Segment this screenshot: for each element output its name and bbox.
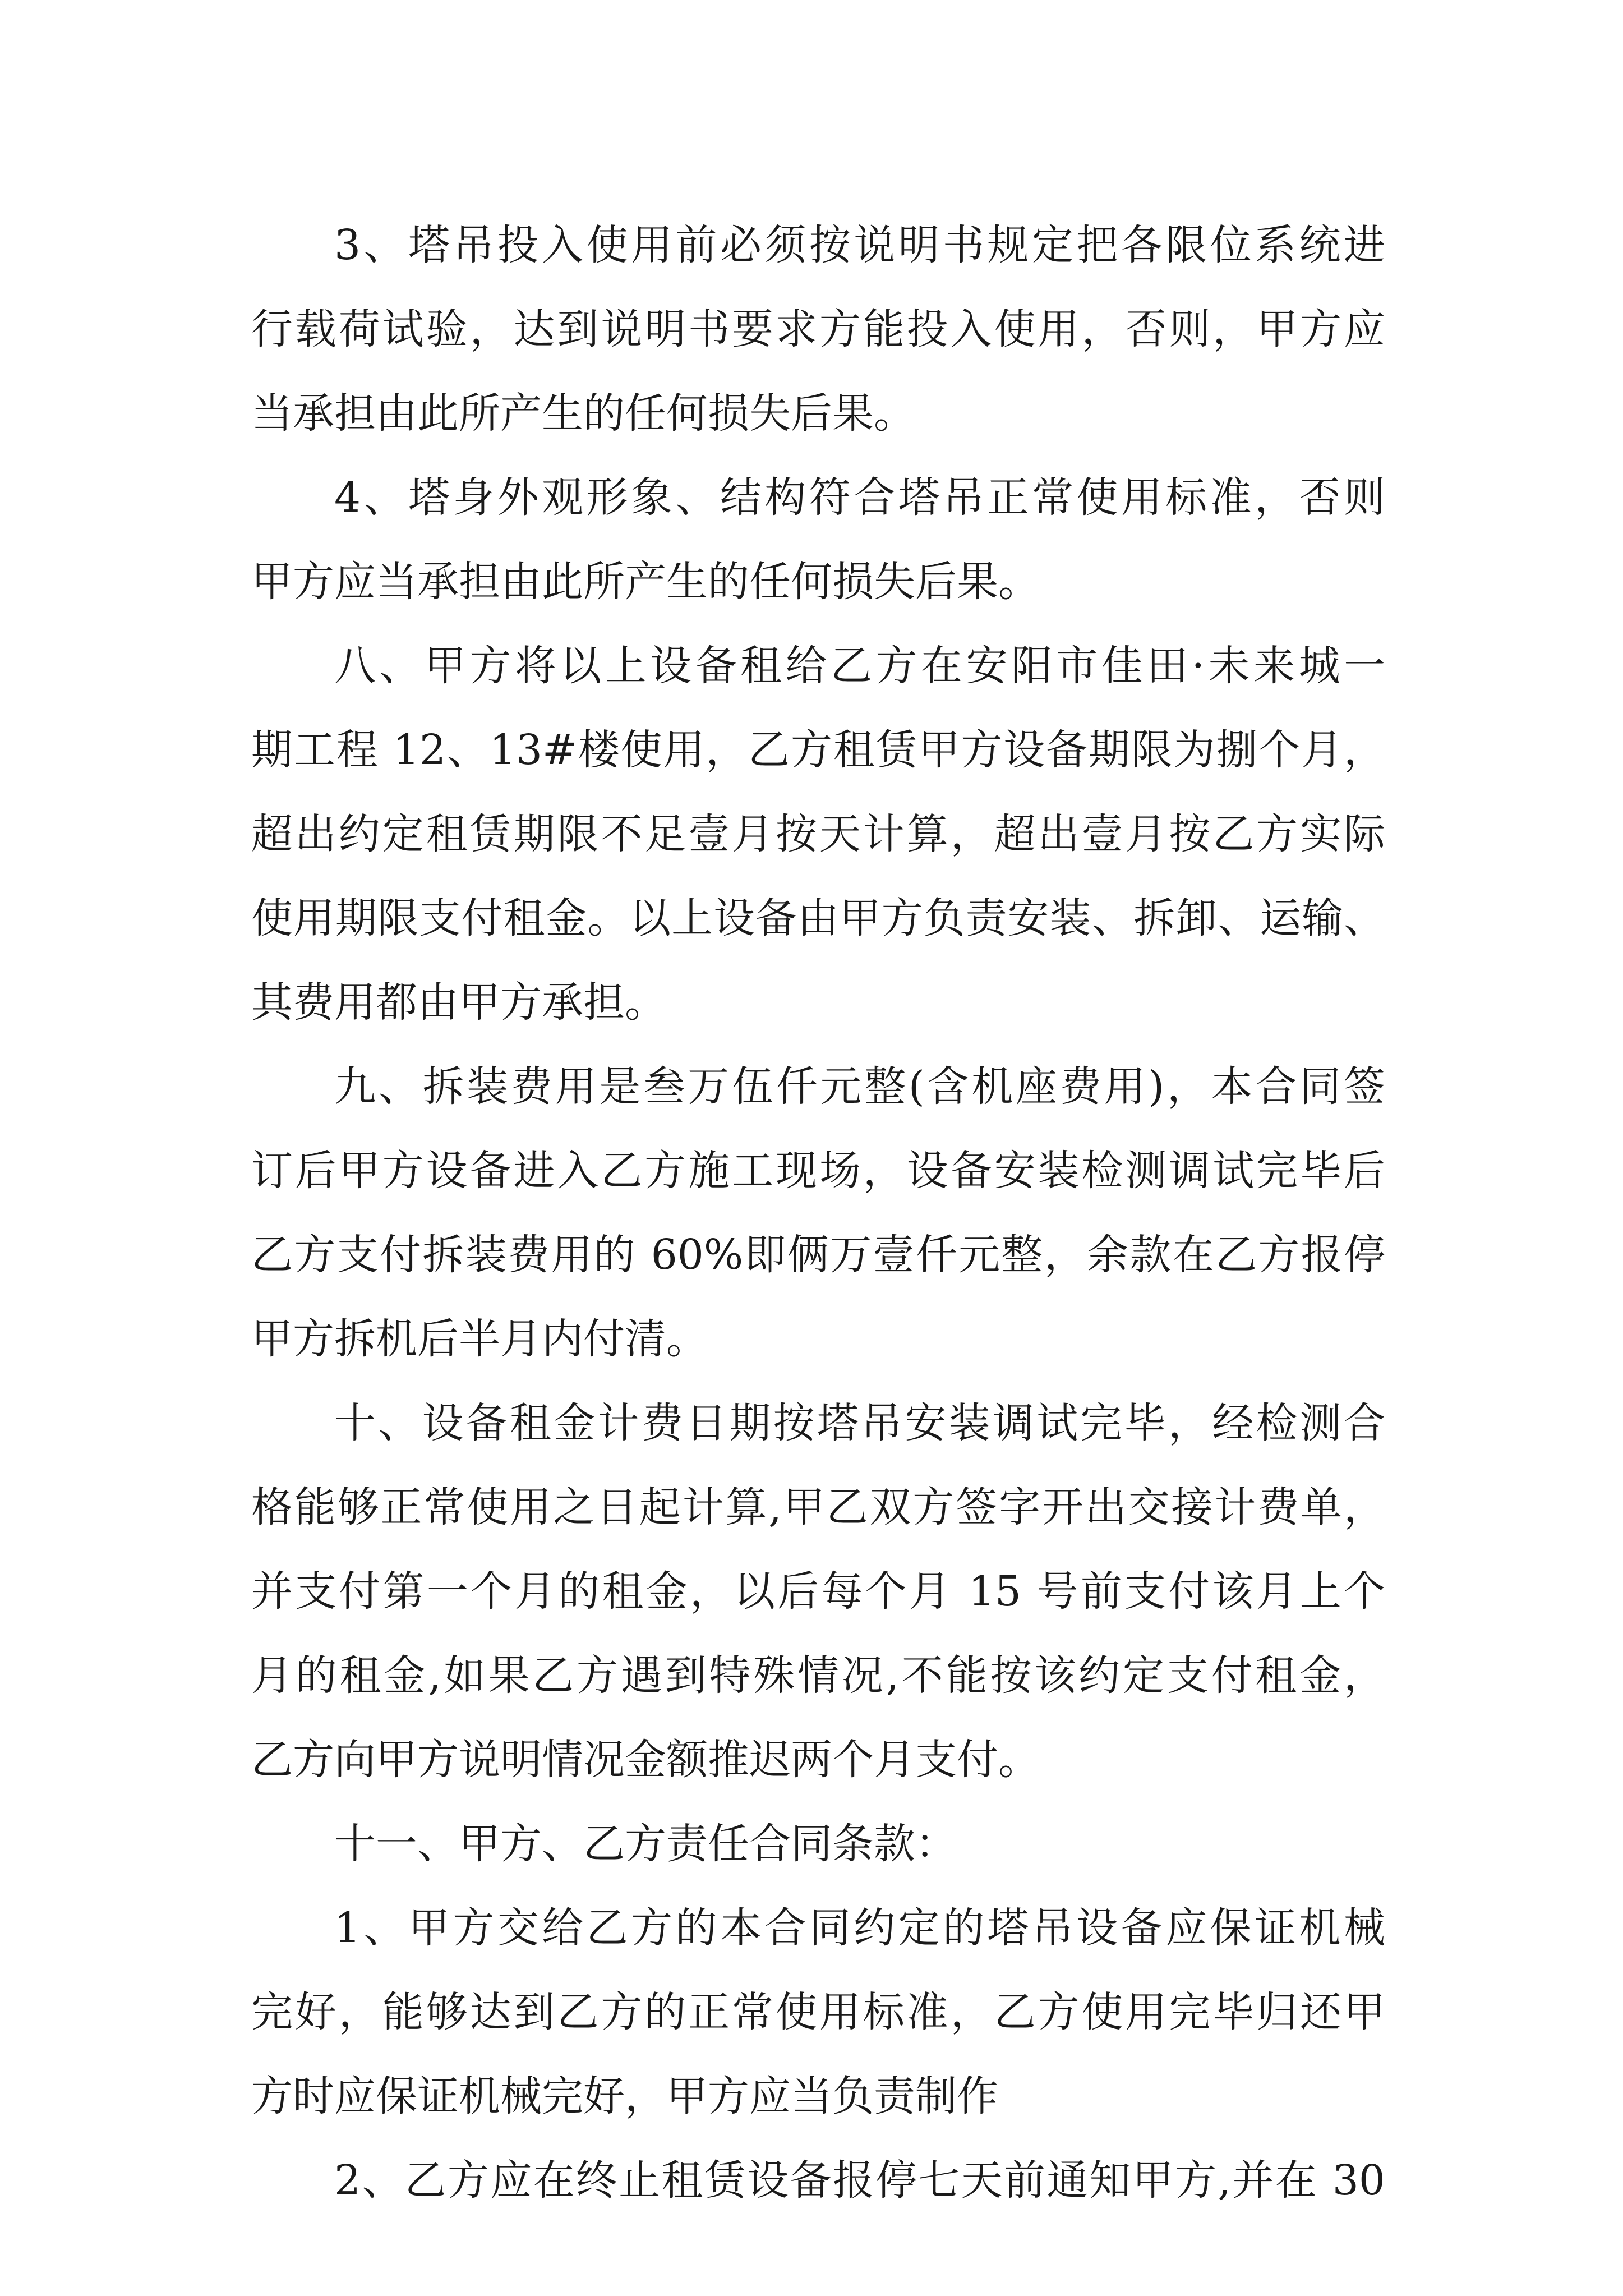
text-line: 期工程 12、13#楼使用，乙方租赁甲方设备期限为捌个月， — [251, 726, 1385, 774]
text-line: 乙方支付拆装费用的 60%即俩万壹仟元整，余款在乙方报停 — [251, 1231, 1385, 1279]
text-line: 乙方向甲方说明情况金额推迟两个月支付。 — [251, 1736, 1040, 1784]
text-line: 甲方应当承担由此所产生的任何损失后果。 — [251, 558, 1040, 606]
text-line: 1、甲方交给乙方的本合同约定的塔吊设备应保证机械 — [334, 1904, 1385, 1952]
text-line: 使用期限支付租金。以上设备由甲方负责安装、拆卸、运输、 — [251, 894, 1385, 942]
text-line: 月的租金,如果乙方遇到特殊情况,不能按该约定支付租金， — [251, 1651, 1385, 1700]
text-line: 当承担由此所产生的任何损失后果。 — [251, 389, 915, 438]
text-line: 九、拆装费用是叁万伍仟元整(含机座费用)，本合同签 — [334, 1062, 1385, 1111]
text-line: 十一、甲方、乙方责任合同条款： — [334, 1820, 957, 1868]
text-line: 格能够正常使用之日起计算,甲乙双方签字开出交接计费单， — [251, 1483, 1385, 1531]
text-line: 十、设备租金计费日期按塔吊安装调试完毕，经检测合 — [334, 1399, 1385, 1447]
text-line: 并支付第一个月的租金，以后每个月 15 号前支付该月上个 — [251, 1567, 1385, 1616]
text-line: 行载荷试验，达到说明书要求方能投入使用，否则，甲方应 — [251, 305, 1385, 353]
text-line: 超出约定租赁期限不足壹月按天计算，超出壹月按乙方实际 — [251, 810, 1385, 858]
text-line: 订后甲方设备进入乙方施工现场，设备安装检测调试完毕后 — [251, 1147, 1385, 1195]
text-line: 其费用都由甲方承担。 — [251, 978, 666, 1027]
text-line: 完好，能够达到乙方的正常使用标准，乙方使用完毕归还甲 — [251, 1988, 1385, 2036]
text-line: 八、甲方将以上设备租给乙方在安阳市佳田·未来城一 — [334, 642, 1385, 690]
document-body — [251, 203, 1385, 2223]
text-line: 甲方拆机后半月内付清。 — [251, 1315, 708, 1363]
text-line: 3、塔吊投入使用前必须按说明书规定把各限位系统进 — [334, 221, 1385, 269]
text-line: 4、塔身外观形象、结构符合塔吊正常使用标准，否则 — [334, 473, 1385, 522]
text-line: 2、乙方应在终止租赁设备报停七天前通知甲方,并在 30 — [334, 2156, 1385, 2205]
text-line: 方时应保证机械完好，甲方应当负责制作 — [251, 2072, 998, 2120]
